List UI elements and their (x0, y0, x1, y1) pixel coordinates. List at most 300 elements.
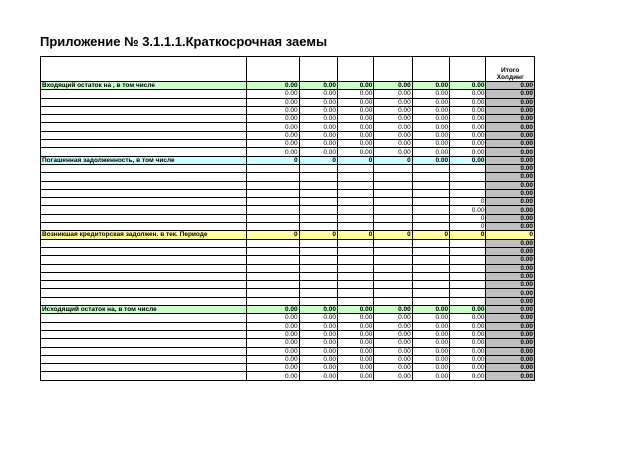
value-cell[interactable]: 0.00 (337, 98, 373, 106)
value-cell[interactable]: 0 (450, 214, 486, 222)
value-cell[interactable]: 0.00 (374, 98, 412, 106)
value-cell[interactable]: 0.00 (450, 364, 486, 372)
total-cell[interactable]: 0.00 (486, 347, 535, 355)
total-cell[interactable]: 0.00 (486, 106, 535, 114)
value-cell[interactable]: 0.00 (299, 131, 337, 139)
section-value-cell[interactable]: 0.00 (412, 156, 449, 164)
value-cell[interactable] (247, 181, 300, 189)
value-cell[interactable]: 0.00 (374, 131, 412, 139)
value-cell[interactable]: 0.00 (412, 106, 449, 114)
value-cell[interactable]: 0.00 (337, 131, 373, 139)
value-cell[interactable] (299, 214, 337, 222)
value-cell[interactable] (450, 272, 486, 280)
section-value-cell[interactable]: 0 (247, 156, 300, 164)
value-cell[interactable]: 0.00 (247, 339, 300, 347)
value-cell[interactable]: 0.00 (299, 364, 337, 372)
section-value-cell[interactable]: 0.00 (337, 306, 373, 314)
value-cell[interactable] (450, 256, 486, 264)
value-cell[interactable] (337, 198, 373, 206)
value-cell[interactable]: 0.00 (450, 131, 486, 139)
section-label[interactable]: Входящий остаток на , в том числе (41, 82, 247, 90)
section-value-cell[interactable]: 0.00 (412, 306, 449, 314)
value-cell[interactable]: 0.00 (299, 140, 337, 148)
value-cell[interactable] (247, 289, 300, 297)
total-cell[interactable]: 0.00 (486, 339, 535, 347)
value-cell[interactable]: 0.00 (412, 330, 449, 338)
row-label-cell[interactable] (41, 206, 247, 214)
value-cell[interactable]: 0.00 (247, 131, 300, 139)
value-cell[interactable] (299, 198, 337, 206)
row-label-cell[interactable] (41, 198, 247, 206)
value-cell[interactable] (337, 264, 373, 272)
value-cell[interactable]: 0.00 (374, 347, 412, 355)
value-cell[interactable] (374, 239, 412, 247)
value-cell[interactable] (374, 164, 412, 172)
value-cell[interactable] (247, 173, 300, 181)
value-cell[interactable] (412, 247, 449, 255)
value-cell[interactable] (374, 264, 412, 272)
value-cell[interactable]: 0.00 (247, 347, 300, 355)
value-cell[interactable]: 0.00 (337, 355, 373, 363)
value-cell[interactable] (450, 297, 486, 305)
value-cell[interactable]: 0.00 (299, 372, 337, 380)
section-value-cell[interactable]: 0 (337, 231, 373, 239)
section-total-cell[interactable]: 0.00 (486, 82, 535, 90)
section-value-cell[interactable]: 0.00 (247, 82, 300, 90)
row-label-cell[interactable] (41, 239, 247, 247)
value-cell[interactable] (337, 239, 373, 247)
value-cell[interactable] (247, 189, 300, 197)
value-cell[interactable] (374, 272, 412, 280)
section-value-cell[interactable]: 0.00 (247, 306, 300, 314)
total-cell[interactable]: 0.00 (486, 256, 535, 264)
value-cell[interactable]: 0.00 (299, 339, 337, 347)
total-cell[interactable]: 0.00 (486, 206, 535, 214)
value-cell[interactable]: 0.00 (374, 123, 412, 131)
value-cell[interactable]: 0.00 (337, 339, 373, 347)
value-cell[interactable] (299, 239, 337, 247)
row-label-cell[interactable] (41, 347, 247, 355)
value-cell[interactable] (299, 297, 337, 305)
value-cell[interactable]: 0.00 (337, 115, 373, 123)
row-label-cell[interactable] (41, 106, 247, 114)
total-cell[interactable]: 0.00 (486, 297, 535, 305)
value-cell[interactable]: 0.00 (337, 123, 373, 131)
value-cell[interactable]: 0.00 (412, 322, 449, 330)
value-cell[interactable] (247, 297, 300, 305)
total-cell[interactable]: 0.00 (486, 372, 535, 380)
value-cell[interactable] (450, 289, 486, 297)
total-cell[interactable]: 0.00 (486, 330, 535, 338)
value-cell[interactable] (247, 223, 300, 231)
value-cell[interactable] (247, 256, 300, 264)
value-cell[interactable] (299, 264, 337, 272)
value-cell[interactable] (247, 239, 300, 247)
total-cell[interactable]: 0.00 (486, 322, 535, 330)
value-cell[interactable]: 0.00 (337, 347, 373, 355)
row-label-cell[interactable] (41, 164, 247, 172)
value-cell[interactable] (412, 214, 449, 222)
value-cell[interactable] (450, 189, 486, 197)
value-cell[interactable]: 0.00 (412, 355, 449, 363)
row-label-cell[interactable] (41, 90, 247, 98)
value-cell[interactable] (299, 189, 337, 197)
value-cell[interactable]: 0.00 (374, 115, 412, 123)
section-value-cell[interactable]: 0.00 (450, 156, 486, 164)
value-cell[interactable] (412, 297, 449, 305)
row-label-cell[interactable] (41, 173, 247, 181)
section-value-cell[interactable]: 0.00 (299, 306, 337, 314)
value-cell[interactable]: 0.00 (374, 355, 412, 363)
value-cell[interactable]: 0.00 (299, 148, 337, 156)
row-label-cell[interactable] (41, 330, 247, 338)
row-label-cell[interactable] (41, 223, 247, 231)
value-cell[interactable] (299, 164, 337, 172)
section-value-cell[interactable]: 0 (247, 231, 300, 239)
value-cell[interactable] (247, 214, 300, 222)
total-cell[interactable]: 0.00 (486, 281, 535, 289)
row-label-cell[interactable] (41, 272, 247, 280)
value-cell[interactable] (374, 223, 412, 231)
value-cell[interactable] (247, 281, 300, 289)
value-cell[interactable]: 0.00 (450, 148, 486, 156)
value-cell[interactable] (374, 247, 412, 255)
value-cell[interactable]: 0.00 (374, 339, 412, 347)
value-cell[interactable] (337, 281, 373, 289)
total-cell[interactable]: 0.00 (486, 148, 535, 156)
value-cell[interactable] (374, 289, 412, 297)
page-title: Приложение № 3.1.1.1.Краткосрочная заемы (40, 34, 328, 49)
row-label-cell[interactable] (41, 189, 247, 197)
section-total-cell[interactable]: 0 (486, 231, 535, 239)
section-total-cell[interactable]: 0.00 (486, 156, 535, 164)
value-cell[interactable] (412, 289, 449, 297)
value-cell[interactable] (412, 173, 449, 181)
value-cell[interactable]: 0.00 (337, 314, 373, 322)
row-label-cell[interactable] (41, 281, 247, 289)
value-cell[interactable]: 0.00 (374, 314, 412, 322)
value-cell[interactable]: 0.00 (412, 140, 449, 148)
value-cell[interactable] (299, 289, 337, 297)
value-cell[interactable] (299, 223, 337, 231)
total-cell[interactable]: 0.00 (486, 223, 535, 231)
row-label-cell[interactable] (41, 355, 247, 363)
header-cell[interactable] (247, 57, 300, 82)
row-label-cell[interactable] (41, 289, 247, 297)
value-cell[interactable] (412, 206, 449, 214)
section-value-cell[interactable]: 0.00 (374, 82, 412, 90)
value-cell[interactable]: 0.00 (450, 347, 486, 355)
total-cell[interactable]: 0.00 (486, 189, 535, 197)
value-cell[interactable] (412, 239, 449, 247)
value-cell[interactable]: 0.00 (374, 140, 412, 148)
value-cell[interactable] (374, 281, 412, 289)
value-cell[interactable]: 0.00 (299, 322, 337, 330)
value-cell[interactable] (412, 198, 449, 206)
value-cell[interactable] (374, 198, 412, 206)
value-cell[interactable] (337, 164, 373, 172)
total-cell[interactable]: 0.00 (486, 90, 535, 98)
row-label-cell[interactable] (41, 314, 247, 322)
section-value-cell[interactable]: 0.00 (450, 306, 486, 314)
section-value-cell[interactable]: 0.00 (412, 82, 449, 90)
table-row (41, 347, 535, 355)
header-cell[interactable] (299, 57, 337, 82)
value-cell[interactable]: 0.00 (247, 322, 300, 330)
value-cell[interactable]: 0.00 (450, 106, 486, 114)
header-cell[interactable] (374, 57, 412, 82)
total-cell[interactable]: 0.00 (486, 115, 535, 123)
value-cell[interactable]: 0.00 (247, 90, 300, 98)
value-cell[interactable]: 0.00 (247, 372, 300, 380)
value-cell[interactable] (450, 247, 486, 255)
total-cell[interactable]: 0.00 (486, 239, 535, 247)
total-cell[interactable]: 0.00 (486, 314, 535, 322)
value-cell[interactable] (450, 173, 486, 181)
value-cell[interactable]: 0.00 (374, 330, 412, 338)
value-cell[interactable]: 0.00 (247, 106, 300, 114)
value-cell[interactable] (337, 214, 373, 222)
value-cell[interactable] (299, 272, 337, 280)
value-cell[interactable]: 0.00 (450, 322, 486, 330)
header-cell-label[interactable] (41, 57, 247, 82)
value-cell[interactable]: 0.00 (374, 106, 412, 114)
section-value-cell[interactable]: 0.00 (450, 82, 486, 90)
row-label-cell[interactable] (41, 322, 247, 330)
row-label-cell[interactable] (41, 148, 247, 156)
section-value-cell[interactable]: 0 (374, 156, 412, 164)
total-cell[interactable]: 0.00 (486, 98, 535, 106)
section-value-cell[interactable]: 0.00 (374, 306, 412, 314)
value-cell[interactable]: 0.00 (450, 98, 486, 106)
value-cell[interactable] (337, 181, 373, 189)
value-cell[interactable]: 0.00 (337, 90, 373, 98)
header-total-cell[interactable] (486, 57, 535, 82)
value-cell[interactable] (337, 189, 373, 197)
total-cell[interactable]: 0.00 (486, 264, 535, 272)
value-cell[interactable]: 0.00 (374, 148, 412, 156)
section-value-cell[interactable]: 0 (299, 156, 337, 164)
value-cell[interactable]: 0.00 (450, 140, 486, 148)
value-cell[interactable] (247, 247, 300, 255)
value-cell[interactable]: 0.00 (247, 330, 300, 338)
value-cell[interactable]: 0.00 (299, 330, 337, 338)
row-label-cell[interactable] (41, 372, 247, 380)
row-label-cell[interactable] (41, 247, 247, 255)
value-cell[interactable] (412, 189, 449, 197)
value-cell[interactable]: 0.00 (450, 339, 486, 347)
value-cell[interactable]: 0.00 (412, 339, 449, 347)
value-cell[interactable]: 0.00 (299, 123, 337, 131)
value-cell[interactable] (337, 289, 373, 297)
value-cell[interactable]: 0.00 (337, 322, 373, 330)
row-label-cell[interactable] (41, 256, 247, 264)
value-cell[interactable] (299, 281, 337, 289)
row-label-cell[interactable] (41, 214, 247, 222)
value-cell[interactable]: 0.00 (412, 347, 449, 355)
total-cell[interactable]: 0.00 (486, 214, 535, 222)
total-cell[interactable]: 0.00 (486, 272, 535, 280)
value-cell[interactable]: 0.00 (299, 355, 337, 363)
value-cell[interactable] (374, 206, 412, 214)
value-cell[interactable]: 0.00 (412, 314, 449, 322)
total-cell[interactable]: 0.00 (486, 131, 535, 139)
value-cell[interactable] (450, 281, 486, 289)
value-cell[interactable]: 0.00 (299, 314, 337, 322)
header-cell[interactable] (450, 57, 486, 82)
value-cell[interactable]: 0.00 (337, 364, 373, 372)
value-cell[interactable]: 0.00 (299, 90, 337, 98)
total-cell[interactable]: 0.00 (486, 173, 535, 181)
value-cell[interactable] (412, 164, 449, 172)
value-cell[interactable]: 0.00 (374, 90, 412, 98)
value-cell[interactable]: 0.00 (337, 140, 373, 148)
value-cell[interactable] (374, 189, 412, 197)
value-cell[interactable]: 0.00 (299, 115, 337, 123)
value-cell[interactable] (337, 223, 373, 231)
value-cell[interactable]: 0.00 (247, 364, 300, 372)
section-value-cell[interactable]: 0 (412, 231, 449, 239)
total-cell[interactable]: 0.00 (486, 181, 535, 189)
section-label[interactable]: Исходящий остаток на, в том числе (41, 306, 247, 314)
section-total-cell[interactable]: 0.00 (486, 306, 535, 314)
value-cell[interactable] (412, 272, 449, 280)
total-cell[interactable]: 0.00 (486, 123, 535, 131)
value-cell[interactable] (247, 164, 300, 172)
value-cell[interactable]: 0.00 (450, 372, 486, 380)
value-cell[interactable] (412, 264, 449, 272)
value-cell[interactable] (374, 256, 412, 264)
total-cell[interactable]: 0.00 (486, 289, 535, 297)
section-value-cell[interactable]: 0 (450, 231, 486, 239)
value-cell[interactable] (337, 247, 373, 255)
value-cell[interactable] (450, 264, 486, 272)
value-cell[interactable]: 0.00 (450, 123, 486, 131)
value-cell[interactable]: 0.00 (450, 355, 486, 363)
header-cell[interactable] (412, 57, 449, 82)
row-label-cell[interactable] (41, 98, 247, 106)
value-cell[interactable]: 0.00 (412, 98, 449, 106)
value-cell[interactable] (299, 247, 337, 255)
total-cell[interactable]: 0.00 (486, 355, 535, 363)
value-cell[interactable]: 0.00 (299, 106, 337, 114)
value-cell[interactable]: 0.00 (337, 330, 373, 338)
value-cell[interactable] (450, 164, 486, 172)
value-cell[interactable]: 0.00 (247, 140, 300, 148)
value-cell[interactable] (247, 198, 300, 206)
value-cell[interactable] (247, 264, 300, 272)
value-cell[interactable]: 0.00 (247, 314, 300, 322)
row-label-cell[interactable] (41, 140, 247, 148)
value-cell[interactable] (337, 272, 373, 280)
value-cell[interactable]: 0.00 (247, 98, 300, 106)
row-label-cell[interactable] (41, 339, 247, 347)
value-cell[interactable]: 0.00 (247, 355, 300, 363)
value-cell[interactable] (374, 297, 412, 305)
value-cell[interactable] (247, 272, 300, 280)
table-row (41, 148, 535, 156)
value-cell[interactable] (450, 239, 486, 247)
value-cell[interactable] (374, 181, 412, 189)
total-cell[interactable]: 0.00 (486, 247, 535, 255)
value-cell[interactable]: 0.00 (450, 90, 486, 98)
value-cell[interactable] (374, 173, 412, 181)
value-cell[interactable]: 0.00 (374, 372, 412, 380)
value-cell[interactable]: 0.00 (247, 148, 300, 156)
value-cell[interactable]: 0.00 (450, 330, 486, 338)
value-cell[interactable]: 0.00 (412, 123, 449, 131)
value-cell[interactable]: 0.00 (450, 115, 486, 123)
value-cell[interactable]: 0.00 (299, 347, 337, 355)
value-cell[interactable]: 0.00 (412, 90, 449, 98)
value-cell[interactable]: 0.00 (299, 98, 337, 106)
value-cell[interactable] (337, 173, 373, 181)
section-value-cell[interactable]: 0.00 (337, 82, 373, 90)
value-cell[interactable]: 0.00 (412, 131, 449, 139)
section-value-cell[interactable]: 0.00 (299, 82, 337, 90)
value-cell[interactable] (337, 206, 373, 214)
value-cell[interactable]: 0.00 (247, 115, 300, 123)
row-label-cell[interactable] (41, 264, 247, 272)
value-cell[interactable] (412, 181, 449, 189)
total-cell[interactable]: 0.00 (486, 198, 535, 206)
value-cell[interactable]: 0.00 (412, 364, 449, 372)
value-cell[interactable] (374, 214, 412, 222)
value-cell[interactable] (412, 281, 449, 289)
value-cell[interactable]: 0.00 (412, 115, 449, 123)
section-value-cell[interactable]: 0 (374, 231, 412, 239)
value-cell[interactable]: 0.00 (450, 206, 486, 214)
value-cell[interactable]: 0.00 (412, 372, 449, 380)
value-cell[interactable] (450, 181, 486, 189)
row-label-cell[interactable] (41, 297, 247, 305)
value-cell[interactable]: 0 (450, 198, 486, 206)
section-value-cell[interactable]: 0 (299, 231, 337, 239)
row-label-cell[interactable] (41, 364, 247, 372)
header-cell[interactable] (337, 57, 373, 82)
value-cell[interactable] (299, 173, 337, 181)
section-label[interactable]: Погашенная задолженность, в том числе (41, 156, 247, 164)
total-cell[interactable]: 0.00 (486, 140, 535, 148)
value-cell[interactable] (299, 256, 337, 264)
total-cell[interactable]: 0.00 (486, 364, 535, 372)
value-cell[interactable]: 0.00 (337, 106, 373, 114)
value-cell[interactable]: 0.00 (374, 364, 412, 372)
value-cell[interactable]: 0.00 (374, 322, 412, 330)
value-cell[interactable]: 0.00 (412, 148, 449, 156)
row-label-cell[interactable] (41, 181, 247, 189)
value-cell[interactable]: 0.00 (337, 372, 373, 380)
value-cell[interactable] (299, 206, 337, 214)
value-cell[interactable] (412, 256, 449, 264)
total-cell[interactable]: 0.00 (486, 164, 535, 172)
value-cell[interactable]: 0.00 (450, 314, 486, 322)
section-label[interactable]: Возникшая кредиторская задолжен. в тек. Периоде (41, 231, 247, 239)
value-cell[interactable]: 0.00 (247, 123, 300, 131)
section-value-cell[interactable]: 0 (337, 156, 373, 164)
value-cell[interactable] (247, 206, 300, 214)
table-row (41, 289, 535, 297)
value-cell[interactable] (412, 223, 449, 231)
value-cell[interactable]: 0.00 (337, 148, 373, 156)
row-label-cell[interactable] (41, 123, 247, 131)
value-cell[interactable] (337, 297, 373, 305)
value-cell[interactable] (337, 256, 373, 264)
value-cell[interactable] (299, 181, 337, 189)
value-cell[interactable]: 0 (450, 223, 486, 231)
row-label-cell[interactable] (41, 115, 247, 123)
row-label-cell[interactable] (41, 131, 247, 139)
